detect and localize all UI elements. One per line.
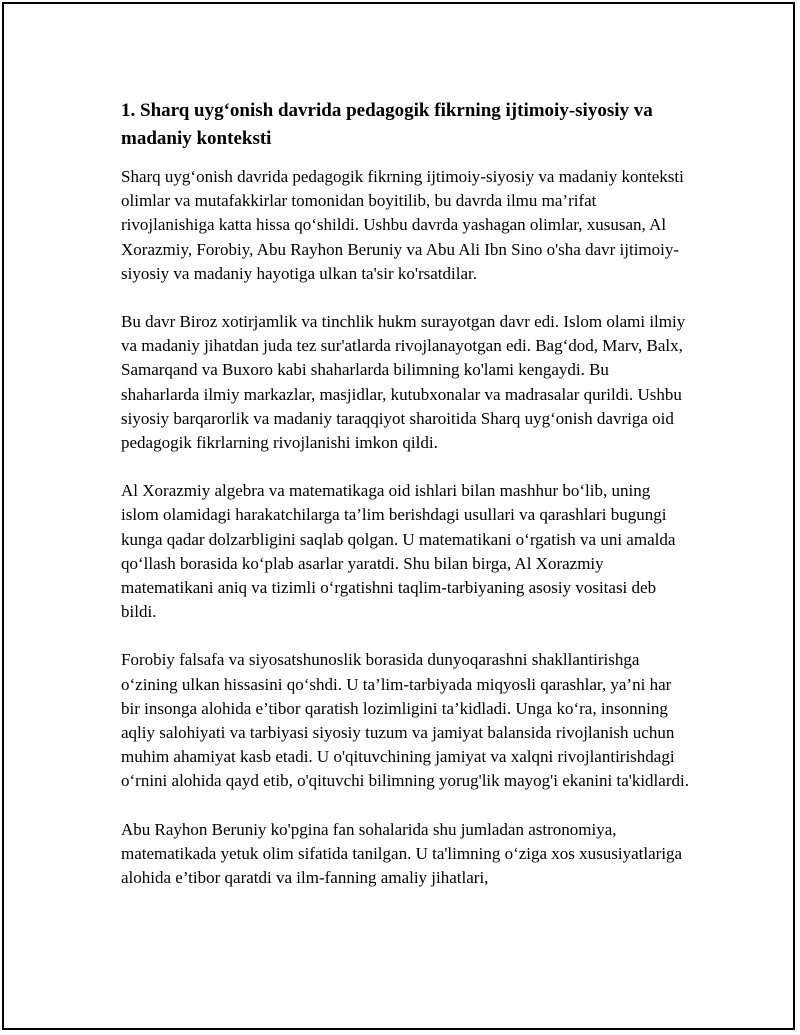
section-heading: 1. Sharq uyg‘onish davrida pedagogik fikrning ijtimoiy-siyosiy va madaniy konteksti (121, 100, 653, 149)
paragraph-al-xorazmiy: Al Xorazmiy algebra va matematikaga oid ishlari bilan mashhur bo‘lib, uning islom olamidagi harakatchilarga ta’lim berishdagi usullari va qarashlari bugungi kunga qadar dolzarbligini saqlab qolgan. U matematikani o‘rgatish va uni amalda qo‘llash borasida ko‘plab asarlar yaratdi. Shu bilan birga, Al Xorazmiy matematikani aniq va tizimli o‘rgatishni taqlim-tarbiyaning asosiy vositasi deb bildi. (121, 481, 676, 622)
paragraph-beruniy: Abu Rayhon Beruniy ko'pgina fan sohalarida shu jumladan astronomiya, matematikada yetuk olim sifatida tanilgan. U ta'limning o‘ziga xos xususiyatlariga alohida e’tibor qaratdi va ilm-fanning amaliy jihatlari, (121, 819, 683, 888)
document-body (121, 97, 691, 914)
paragraph-forobiy: Forobiy falsafa va siyosatshunoslik borasida dunyoqarashni shakllantirishga o‘zining ulkan hissasini qo‘shdi. U ta’lim-tarbiyada miqyosli qarashlar, ya’ni har bir insonga alohida e’tibor qaratish lozimligini ta’kidladi. Unga ko‘ra, insonning aqliy salohiyati va tarbiyasi siyosiy tuzum va jamiyat balansida rivojlanish uchun muhim ahamiyat kasb etadi. U o'qituvchining jamiyat va xalqni rivojlantirishdagi o‘rnini alohida qayd etib, o'qituvchi bilimning yorug'lik mayog'i ekanini ta'kidlardi. (121, 650, 689, 791)
document-page (2, 2, 795, 1030)
paragraph-historical-period: Bu davr Biroz xotirjamlik va tinchlik hukm surayotgan davr edi. Islom olami ilmiy va madaniy jihatdan juda tez sur'atlarda rivojlanayotgan edi. Bag‘dod, Marv, Balx, Samarqand va Buxoro kabi shaharlarda bilimning ko'lami kengaydi. Bu shaharlarda ilmiy markazlar, masjidlar, kutubxonalar va madrasalar qurildi. Ushbu siyosiy barqarorlik va madaniy taraqqiyot sharoitida Sharq uyg‘onish davriga oid pedagogik fikrlarning rivojlanishi imkon qildi. (121, 312, 686, 453)
paragraph-context: Sharq uyg‘onish davrida pedagogik fikrning ijtimoiy-siyosiy va madaniy konteksti olimlar va mutafakkirlar tomonidan boyitilib, bu davrda ilmu ma’rifat rivojlanishiga katta hissa qo‘shildi. Ushbu davrda yashagan olimlar, xususan, Al Xorazmiy, Forobiy, Abu Rayhon Beruniy va Abu Ali Ibn Sino o'sha davr ijtimoiy-siyosiy va madaniy hayotiga ulkan ta'sir ko'rsatdilar. (121, 167, 684, 283)
